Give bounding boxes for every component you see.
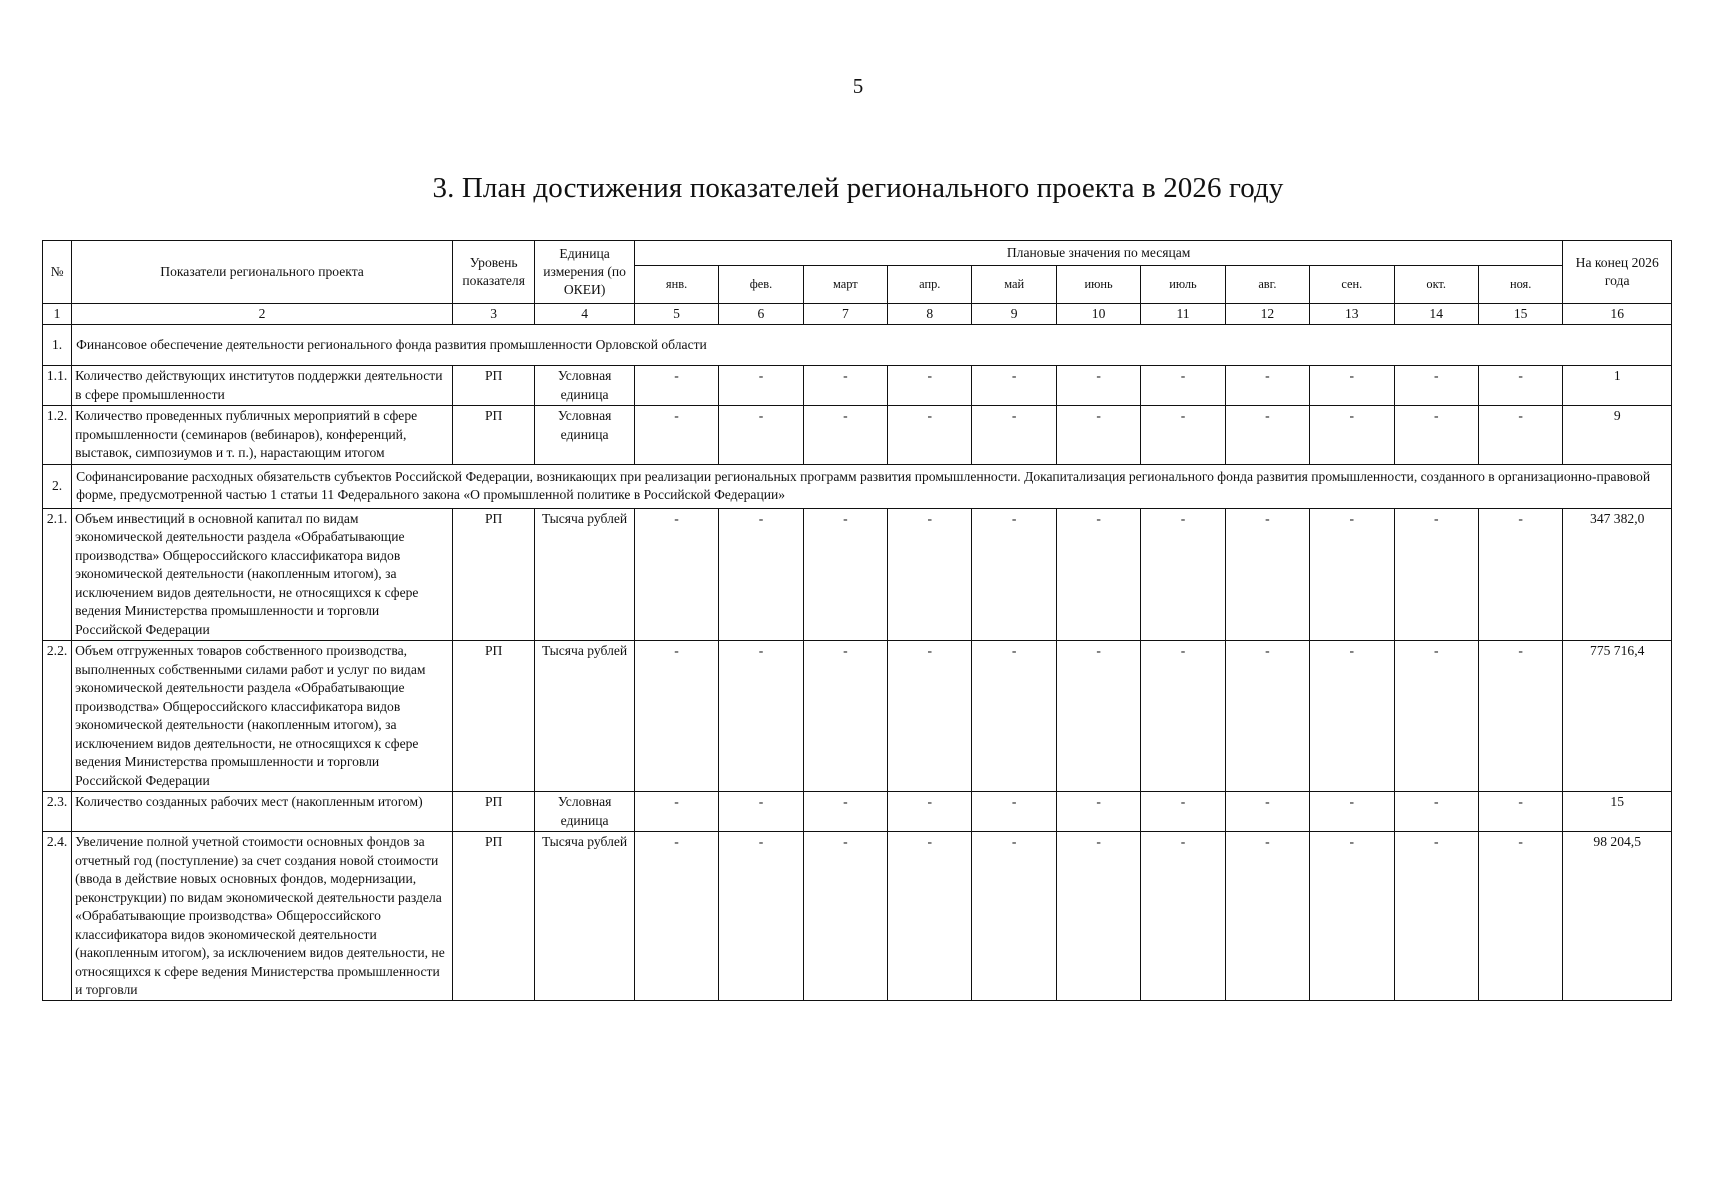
- month-value: -: [1310, 406, 1394, 464]
- column-numbers-row: [43, 304, 1672, 325]
- month-value: -: [1225, 832, 1309, 1001]
- month-value: -: [1056, 641, 1140, 792]
- section-row: [43, 325, 1672, 366]
- indicator-level: РП: [452, 366, 534, 406]
- indicator-level: РП: [452, 641, 534, 792]
- end-of-year-value: 9: [1563, 406, 1672, 464]
- column-number: 12: [1225, 304, 1309, 325]
- month-value: -: [972, 641, 1056, 792]
- month-value: -: [1141, 641, 1225, 792]
- month-value: -: [1394, 366, 1478, 406]
- header-level: Уровень показателя: [452, 241, 534, 304]
- row-number: 2.3.: [43, 792, 72, 832]
- month-value: -: [1394, 406, 1478, 464]
- end-of-year-value: 98 204,5: [1563, 832, 1672, 1001]
- page-number: 5: [852, 74, 864, 98]
- month-value: -: [1141, 406, 1225, 464]
- indicator-name: Количество созданных рабочих мест (накопленным итогом): [72, 792, 453, 832]
- header-month: июль: [1141, 266, 1225, 304]
- indicator-name: Количество действующих институтов поддержки деятельности в сфере промышленности: [72, 366, 453, 406]
- month-value: -: [888, 832, 972, 1001]
- column-number: 4: [535, 304, 634, 325]
- header-month: фев.: [719, 266, 803, 304]
- unit-of-measure: Условная единица: [535, 406, 634, 464]
- section-title: Софинансирование расходных обязательств субъектов Российской Федерации, возникающих при реализации региональных программ развития промышленности. Докапитализация регионального фонда развития промышленности, созданного в организационно-правовой форме, предусмотренной частью 1 статьи 11 Федерального закона «О промышленной политике в Российской Федерации»: [72, 464, 1672, 508]
- month-value: -: [1310, 832, 1394, 1001]
- unit-of-measure: Тысяча рублей: [535, 508, 634, 640]
- month-value: -: [1056, 366, 1140, 406]
- column-number: 10: [1056, 304, 1140, 325]
- header-month: июнь: [1056, 266, 1140, 304]
- indicator-level: РП: [452, 832, 534, 1001]
- month-value: -: [1310, 366, 1394, 406]
- header-month: окт.: [1394, 266, 1478, 304]
- header-month: апр.: [888, 266, 972, 304]
- month-value: -: [972, 792, 1056, 832]
- month-value: -: [888, 406, 972, 464]
- header-month: май: [972, 266, 1056, 304]
- month-value: -: [719, 792, 803, 832]
- table-row: [43, 508, 1672, 640]
- table-row: [43, 641, 1672, 792]
- month-value: -: [1310, 508, 1394, 640]
- section-number: 1.: [43, 325, 72, 366]
- month-value: -: [888, 792, 972, 832]
- indicator-name: Количество проведенных публичных мероприятий в сфере промышленности (семинаров (вебинаров), конференций, выставок, симпозиумов и т. п.), нарастающим итогом: [72, 406, 453, 464]
- column-number: 5: [634, 304, 718, 325]
- month-value: -: [803, 366, 887, 406]
- month-value: -: [888, 366, 972, 406]
- month-value: -: [803, 406, 887, 464]
- month-value: -: [634, 508, 718, 640]
- header-indicator: Показатели регионального проекта: [72, 241, 453, 304]
- month-value: -: [1310, 792, 1394, 832]
- month-value: -: [972, 508, 1056, 640]
- month-value: -: [634, 641, 718, 792]
- indicators-plan-table: [42, 240, 1672, 1001]
- month-value: -: [803, 641, 887, 792]
- month-value: -: [1478, 792, 1563, 832]
- month-value: -: [634, 792, 718, 832]
- month-value: -: [1056, 832, 1140, 1001]
- column-number: 6: [719, 304, 803, 325]
- table-row: [43, 406, 1672, 464]
- month-value: -: [972, 366, 1056, 406]
- month-value: -: [634, 406, 718, 464]
- month-value: -: [972, 406, 1056, 464]
- column-number: 7: [803, 304, 887, 325]
- table-body: [43, 304, 1672, 1001]
- month-value: -: [1225, 792, 1309, 832]
- end-of-year-value: 1: [1563, 366, 1672, 406]
- column-number: 13: [1310, 304, 1394, 325]
- header-monthly: Плановые значения по месяцам: [634, 241, 1563, 266]
- month-value: -: [1394, 832, 1478, 1001]
- unit-of-measure: Условная единица: [535, 366, 634, 406]
- column-number: 9: [972, 304, 1056, 325]
- month-value: -: [1478, 406, 1563, 464]
- row-number: 2.2.: [43, 641, 72, 792]
- header-month: авг.: [1225, 266, 1309, 304]
- month-value: -: [719, 832, 803, 1001]
- row-number: 1.2.: [43, 406, 72, 464]
- header-end-of-year: На конец 2026 года: [1563, 241, 1672, 304]
- header-month: ноя.: [1478, 266, 1563, 304]
- month-value: -: [1225, 366, 1309, 406]
- month-value: -: [1056, 406, 1140, 464]
- month-value: -: [1478, 641, 1563, 792]
- month-value: -: [972, 832, 1056, 1001]
- column-number: 8: [888, 304, 972, 325]
- month-value: -: [1394, 508, 1478, 640]
- month-value: -: [1056, 508, 1140, 640]
- end-of-year-value: 347 382,0: [1563, 508, 1672, 640]
- month-value: -: [1056, 792, 1140, 832]
- end-of-year-value: 15: [1563, 792, 1672, 832]
- header-no: №: [43, 241, 72, 304]
- month-value: -: [1478, 366, 1563, 406]
- table-header: [43, 241, 1672, 304]
- column-number: 2: [72, 304, 453, 325]
- month-value: -: [1478, 508, 1563, 640]
- month-value: -: [719, 641, 803, 792]
- month-value: -: [1394, 792, 1478, 832]
- month-value: -: [803, 508, 887, 640]
- month-value: -: [1478, 832, 1563, 1001]
- month-value: -: [803, 832, 887, 1001]
- month-value: -: [719, 406, 803, 464]
- month-value: -: [1225, 641, 1309, 792]
- end-of-year-value: 775 716,4: [1563, 641, 1672, 792]
- indicator-level: РП: [452, 792, 534, 832]
- document-title: 3. План достижения показателей регионального проекта в 2026 году: [432, 172, 1284, 204]
- column-number: 3: [452, 304, 534, 325]
- month-value: -: [1141, 792, 1225, 832]
- month-value: -: [719, 366, 803, 406]
- header-month: янв.: [634, 266, 718, 304]
- row-number: 2.4.: [43, 832, 72, 1001]
- month-value: -: [1394, 641, 1478, 792]
- table-row: [43, 366, 1672, 406]
- table-row: [43, 832, 1672, 1001]
- unit-of-measure: Тысяча рублей: [535, 641, 634, 792]
- column-number: 14: [1394, 304, 1478, 325]
- header-unit: Единица измерения (по ОКЕИ): [535, 241, 634, 304]
- header-month: март: [803, 266, 887, 304]
- section-title: Финансовое обеспечение деятельности регионального фонда развития промышленности Орловской области: [72, 325, 1672, 366]
- month-value: -: [634, 832, 718, 1001]
- row-number: 2.1.: [43, 508, 72, 640]
- month-value: -: [1225, 406, 1309, 464]
- section-row: [43, 464, 1672, 508]
- month-value: -: [634, 366, 718, 406]
- month-value: -: [1225, 508, 1309, 640]
- indicator-level: РП: [452, 406, 534, 464]
- unit-of-measure: Условная единица: [535, 792, 634, 832]
- month-value: -: [1141, 832, 1225, 1001]
- month-value: -: [888, 641, 972, 792]
- section-number: 2.: [43, 464, 72, 508]
- column-number: 16: [1563, 304, 1672, 325]
- header-month: сен.: [1310, 266, 1394, 304]
- month-value: -: [719, 508, 803, 640]
- month-value: -: [803, 792, 887, 832]
- indicator-level: РП: [452, 508, 534, 640]
- column-number: 1: [43, 304, 72, 325]
- month-value: -: [888, 508, 972, 640]
- month-value: -: [1141, 508, 1225, 640]
- month-value: -: [1310, 641, 1394, 792]
- column-number: 15: [1478, 304, 1563, 325]
- month-value: -: [1141, 366, 1225, 406]
- unit-of-measure: Тысяча рублей: [535, 832, 634, 1001]
- indicator-name: Объем отгруженных товаров собственного производства, выполненных собственными силами работ и услуг по видам экономической деятельности раздела «Обрабатывающие производства» Общероссийского классификатора видов экономической деятельности (накопленным итогом), за исключением видов деятельности, не относящихся к сфере ведения Министерства промышленности и торговли Российской Федерации: [72, 641, 453, 792]
- row-number: 1.1.: [43, 366, 72, 406]
- indicator-name: Объем инвестиций в основной капитал по видам экономической деятельности раздела «Обрабатывающие производства» Общероссийского классификатора видов экономической деятельности (накопленным итогом), за исключением видов деятельности, не относящихся к сфере ведения Министерства промышленности и торговли Российской Федерации: [72, 508, 453, 640]
- column-number: 11: [1141, 304, 1225, 325]
- table-row: [43, 792, 1672, 832]
- indicator-name: Увеличение полной учетной стоимости основных фондов за отчетный год (поступление) за счет создания новой стоимости (ввода в действие новых основных фондов, модернизации, реконструкции) по видам экономической деятельности раздела «Обрабатывающие производства» Общероссийского классификатора видов экономической деятельности (накопленным итогом), за исключением видов деятельности, не относящихся к сфере ведения Министерства промышленности и торговли: [72, 832, 453, 1001]
